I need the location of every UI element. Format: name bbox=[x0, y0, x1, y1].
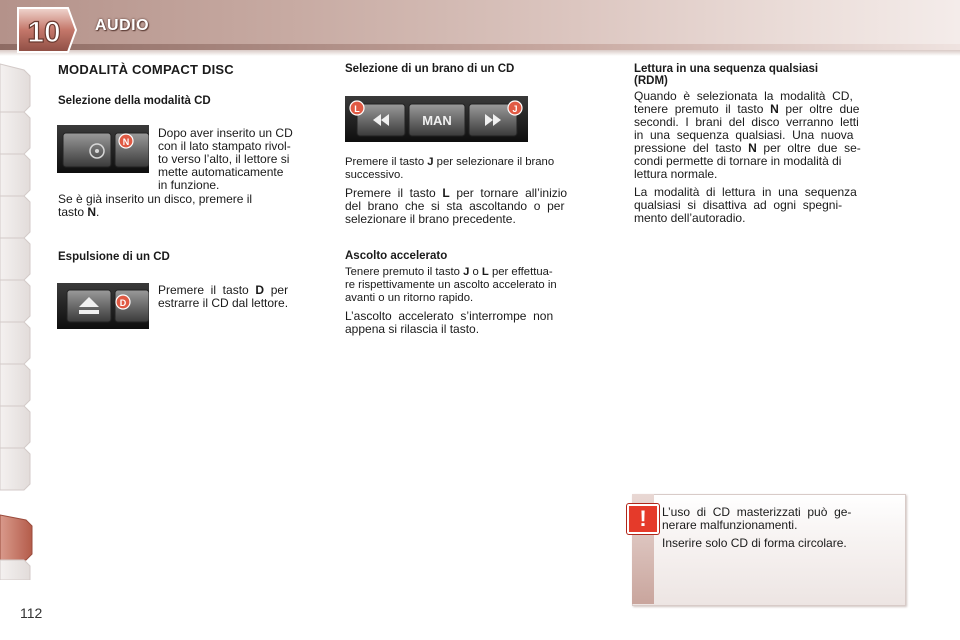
eject-text: Premere il tasto D per estrarre il CD dal lettore. bbox=[158, 283, 289, 310]
already-inserted-text: Se è già inserito un disco, premere il tasto N. bbox=[58, 192, 253, 219]
active-chapter-tab bbox=[0, 515, 32, 560]
header-shadow bbox=[0, 50, 960, 56]
random-play-heading: Lettura in una sequenza qualsiasi bbox=[634, 63, 819, 75]
man-button-label: MAN bbox=[422, 113, 452, 128]
warning-note-text: L’uso di CD masterizzati può ge- nerare malfunzionamenti. Inserire solo CD di forma circolare. bbox=[662, 505, 852, 550]
fast-listen-heading: Ascolto accelerato bbox=[345, 250, 448, 262]
track-select-text: Premere il tasto J per selezionare il brano successivo. Premere il tasto L per tornare all’inizio del brano che si sta ascoltando o per selezionare il brano precedente. bbox=[345, 156, 568, 226]
svg-text:J: J bbox=[512, 104, 518, 114]
chapter-tabs bbox=[0, 60, 40, 580]
page-number: 112 bbox=[20, 605, 43, 621]
eject-button-image bbox=[57, 283, 149, 329]
warning-icon: ! bbox=[627, 504, 659, 534]
chapter-number: 10 bbox=[27, 16, 61, 49]
track-buttons-image bbox=[345, 96, 528, 142]
mode-select-text: Dopo aver inserito un CD con il lato stampato rivol- to verso l’alto, il lettore si mette automaticamente in funzione. bbox=[158, 126, 293, 192]
svg-text:D: D bbox=[119, 298, 127, 308]
chapter-title: AUDIO bbox=[95, 17, 150, 34]
random-play-section: Lettura in una sequenza qualsiasi (RDM) Quando è selezionata la modalità CD, tenere premuto il tasto N per oltre due secondi. I brani del disco verranno letti in una sequenza qualsiasi. Una nuova pressione del tasto N per oltre due se- condi permette di tornare in modalità di lettura normale. La modalità di lettura in una sequenza qualsiasi si disattiva ad ogni spegni- mento dell’autoradio. bbox=[634, 63, 906, 225]
svg-text:N: N bbox=[122, 137, 130, 147]
mode-select-heading: Selezione della modalità CD bbox=[58, 95, 211, 107]
section-title: MODALITÀ COMPACT DISC bbox=[58, 62, 234, 77]
cd-mode-button-image bbox=[57, 125, 149, 173]
chapter-badge bbox=[14, 6, 78, 54]
track-select-heading: Selezione di un brano di un CD bbox=[345, 63, 515, 75]
svg-text:L: L bbox=[354, 104, 360, 114]
eject-heading: Espulsione di un CD bbox=[58, 251, 170, 263]
fast-listen-text: Tenere premuto il tasto J o L per effettua- re rispettivamente un ascolto accelerato in avanti o un ritorno rapido. L’ascolto accelerato s’interrompe non appena si rilascia il tasto. bbox=[345, 266, 557, 336]
